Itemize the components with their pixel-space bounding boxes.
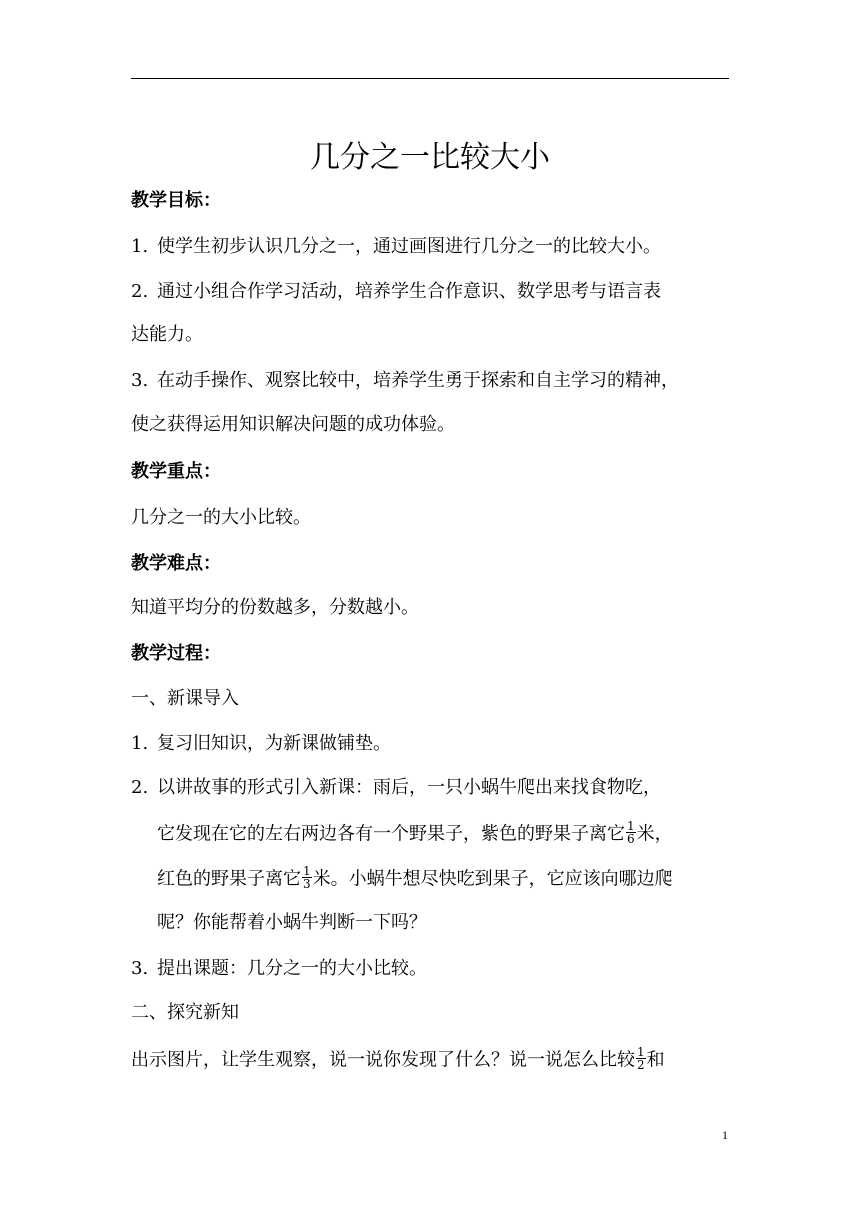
part-2-line-1-text-b: 和 [646, 1049, 665, 1071]
process-heading: 教学过程： [131, 643, 221, 664]
process-2-number: 2. [131, 777, 149, 798]
goal-3-number: 3. [131, 370, 149, 391]
process-item-2 [131, 777, 661, 799]
process-3-number: 3. [131, 958, 149, 979]
goal-3-line-1: 在动手操作、观察比较中，培养学生勇于探索和自主学习的精神， [157, 370, 679, 391]
process-2-line-3 [157, 864, 673, 892]
process-2-line-3-text-a: 红色的野果子离它 [157, 868, 301, 890]
key-point-heading: 教学重点： [131, 461, 221, 482]
process-2-line-2-text-a: 它发现在它的左右两边各有一个野果子，紫色的野果子离它 [157, 823, 625, 845]
process-2-line-2 [157, 819, 673, 847]
goal-item-3 [131, 370, 679, 392]
fraction-one-sixth [626, 820, 636, 845]
fraction-denominator: 3 [303, 877, 311, 891]
fraction-numerator: 1 [627, 819, 635, 833]
key-point-text: 几分之一的大小比较。 [131, 507, 311, 528]
goal-1-number: 1. [131, 236, 149, 257]
goal-1-text: 使学生初步认识几分之一，通过画图进行几分之一的比较大小。 [157, 236, 661, 257]
process-2-line-1: 以讲故事的形式引入新课：雨后，一只小蜗牛爬出来找食物吃， [157, 777, 661, 798]
page-number: 1 [722, 1128, 728, 1142]
process-item-1 [131, 733, 391, 755]
fraction-denominator: 2 [637, 1058, 645, 1072]
goal-2-number: 2. [131, 281, 149, 302]
process-2-line-3-text-b: 米。小蜗牛想尽快吃到果子，它应该向哪边爬 [312, 868, 673, 890]
process-item-3 [131, 958, 427, 980]
part-2-line-1 [131, 1045, 665, 1073]
difficulty-heading: 教学难点： [131, 553, 221, 574]
fraction-denominator: 6 [627, 832, 635, 846]
goal-item-1 [131, 236, 661, 258]
goal-3-line-2: 使之获得运用知识解决问题的成功体验。 [131, 414, 455, 435]
difficulty-text: 知道平均分的份数越多，分数越小。 [131, 597, 419, 618]
fraction-numerator: 1 [637, 1045, 645, 1059]
goal-item-2 [131, 281, 661, 303]
process-3-text: 提出课题：几分之一的大小比较。 [157, 958, 427, 979]
process-2-line-2-text-b: 米， [636, 823, 673, 845]
fraction-numerator: 1 [303, 864, 311, 878]
process-1-number: 1. [131, 733, 149, 754]
fraction-one-half [636, 1046, 646, 1071]
fraction-one-third [302, 865, 312, 890]
page-title: 几分之一比较大小 [310, 140, 550, 175]
process-1-text: 复习旧知识，为新课做铺垫。 [157, 733, 391, 754]
header-rule [131, 78, 729, 79]
process-2-line-4: 呢？你能帮着小蜗牛判断一下吗？ [157, 912, 427, 933]
goal-2-line-1: 通过小组合作学习活动，培养学生合作意识、数学思考与语言表 [157, 281, 661, 302]
goals-heading: 教学目标： [131, 190, 221, 211]
goal-2-line-2: 达能力。 [131, 324, 203, 345]
part-2-heading: 二、探究新知 [131, 1002, 239, 1023]
part-2-line-1-text-a: 出示图片，让学生观察，说一说你发现了什么？说一说怎么比较 [131, 1049, 635, 1071]
part-1-heading: 一、新课导入 [131, 688, 239, 709]
